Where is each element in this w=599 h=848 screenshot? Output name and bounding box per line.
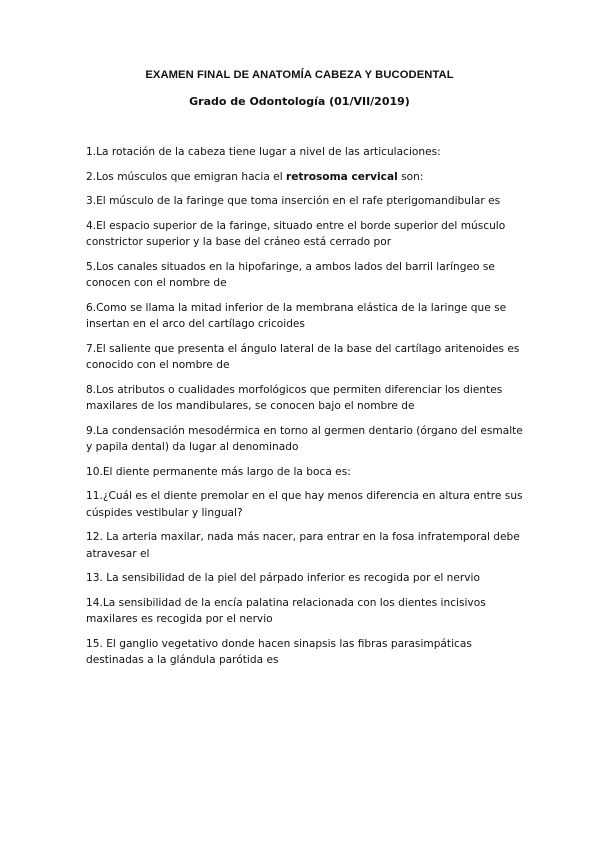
question-7: 7.El saliente que presenta el ángulo lateral de la base del cartílago aritenoides es conocido con el nombre de bbox=[86, 342, 520, 371]
question-2-bold-term: retrosoma cervical bbox=[286, 170, 398, 183]
question-list bbox=[86, 144, 526, 677]
question-2 bbox=[86, 169, 526, 186]
exam-subtitle: Grado de Odontología (01/VII/2019) bbox=[189, 95, 410, 108]
question-2-text-end: son: bbox=[397, 170, 424, 183]
question-8: 8.Los atributos o cualidades morfológicos que permiten diferenciar los dientes maxilares de los mandibulares, se conocen bajo el nombre de bbox=[86, 383, 503, 412]
exam-title: EXAMEN FINAL DE ANATOMÍA CABEZA Y BUCODENTAL bbox=[145, 69, 454, 81]
question-3: 3.El músculo de la faringe que toma inserción en el rafe pterigomandibular es bbox=[86, 195, 501, 207]
question-14: 14.La sensibilidad de la encía palatina relacionada con los dientes incisivos maxilares es recogida por el nervio bbox=[86, 596, 486, 625]
question-5: 5.Los canales situados en la hipofaringe, a ambos lados del barril laríngeo se conocen con el nombre de bbox=[86, 260, 495, 289]
question-4: 4.El espacio superior de la faringe, situado entre el borde superior del músculo constrictor superior y la base del cráneo está cerrado por bbox=[86, 219, 506, 248]
question-13: 13. La sensibilidad de la piel del párpado inferior es recogida por el nervio bbox=[86, 572, 480, 584]
question-9: 9.La condensación mesodérmica en torno al germen dentario (órgano del esmalte y papila dental) da lugar al denominado bbox=[86, 424, 523, 453]
question-1: 1.La rotación de la cabeza tiene lugar a nivel de las articulaciones: bbox=[86, 146, 441, 158]
question-2-text-start: 2.Los músculos que emigran hacia el bbox=[86, 170, 287, 183]
question-11: 11.¿Cuál es el diente premolar en el que hay menos diferencia en altura entre sus cúspides vestibular y lingual? bbox=[86, 490, 523, 519]
question-6: 6.Como se llama la mitad inferior de la membrana elástica de la laringe que se insertan en el arco del cartílago cricoides bbox=[86, 301, 507, 330]
question-12: 12. La arteria maxilar, nada más nacer, para entrar en la fosa infratemporal debe atravesar el bbox=[86, 531, 520, 560]
question-10: 10.El diente permanente más largo de la boca es: bbox=[86, 465, 351, 478]
question-15: 15. El ganglio vegetativo donde hacen sinapsis las fibras parasimpáticas destinadas a la glándula parótida es bbox=[86, 637, 472, 666]
